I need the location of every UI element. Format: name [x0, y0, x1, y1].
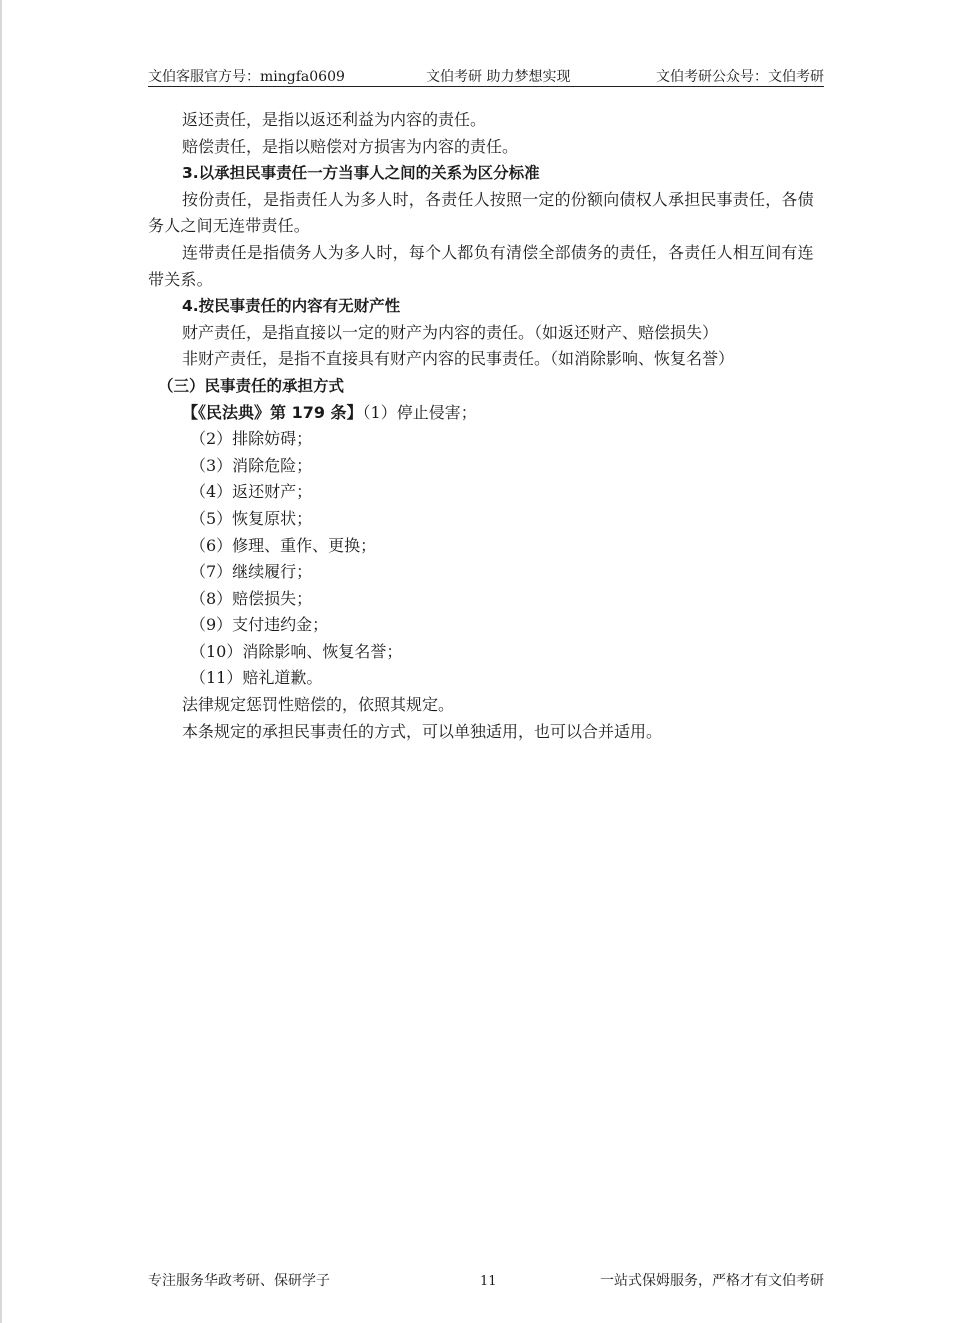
article-item: （4）返还财产；	[190, 482, 313, 502]
footer-left-text: 专注服务华政考研、保研学子	[148, 1273, 330, 1289]
paragraph-return-liability: 返还责任，是指以返还利益为内容的责任。	[182, 110, 487, 129]
heading-4: 4.按民事责任的内容有无财产性	[182, 297, 401, 316]
paragraph-nonproperty-liability: 非财产责任，是指不直接具有财产内容的民事责任。（如消除影响、恢复名誉）	[182, 349, 735, 369]
article-item: （8）赔偿损失；	[190, 588, 313, 608]
article-item: （7）继续履行；	[190, 562, 313, 582]
paragraph-property-liability: 财产责任，是指直接以一定的财产为内容的责任。（如返还财产、赔偿损失）	[182, 322, 719, 342]
article-item: （9）支付违约金；	[190, 615, 329, 635]
article-item: （5）恢复原状；	[190, 508, 313, 528]
article-line	[148, 400, 828, 427]
article-tag: 【《民法典》第 179 条】	[182, 402, 363, 422]
paragraph-joint-liability: 连带责任是指债务人为多人时，每个人都负有清偿全部债务的责任，各责任人相互间有连带关系。	[148, 242, 814, 289]
page-content	[148, 107, 828, 745]
section-heading-3: （三）民事责任的承担方式	[158, 376, 345, 395]
header-left-text: 文伯客服官方号：mingfa0609	[148, 69, 345, 85]
article-item: （11）赔礼道歉。	[190, 668, 323, 688]
article-item: （3）消除危险；	[190, 455, 313, 475]
article-item: （10）消除影响、恢复名誉；	[190, 641, 403, 661]
article-item-1: （1）停止侵害；	[362, 402, 477, 422]
article-item: （2）排除妨碍；	[190, 429, 313, 449]
paragraph-share-liability: 按份责任，是指责任人为多人时，各责任人按照一定的份额向债权人承担民事责任，各债务人之间无连带责任。	[148, 189, 814, 236]
paragraph-punitive: 法律规定惩罚性赔偿的，依照其规定。	[182, 695, 455, 715]
paragraph-combine: 本条规定的承担民事责任的方式，可以单独适用，也可以合并适用。	[182, 721, 663, 741]
page-footer	[148, 1270, 824, 1292]
paragraph-compensation-liability: 赔偿责任，是指以赔偿对方损害为内容的责任。	[182, 136, 519, 156]
article-item: （6）修理、重作、更换；	[190, 535, 377, 555]
page-header	[148, 64, 824, 87]
header-right-text: 文伯考研公众号：文伯考研	[656, 69, 824, 85]
header-center-text: 文伯考研 助力梦想实现	[426, 69, 571, 85]
page-number: 11	[480, 1274, 497, 1289]
heading-3: 3.以承担民事责任一方当事人之间的关系为区分标准	[182, 164, 540, 183]
page-edge	[0, 0, 2, 1323]
footer-right-text: 一站式保姆服务，严格才有文伯考研	[600, 1273, 824, 1289]
